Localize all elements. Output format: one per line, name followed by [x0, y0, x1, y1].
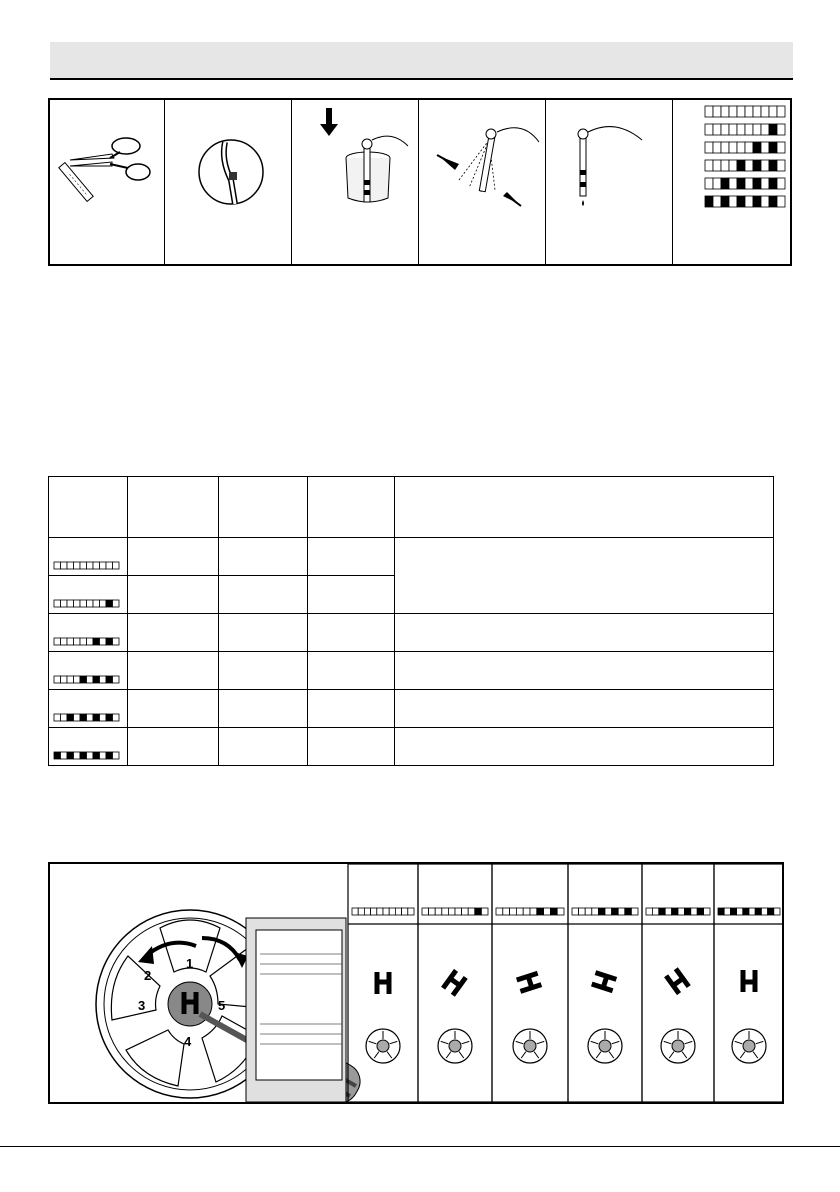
strip-segment [557, 908, 564, 915]
strip-segment [753, 178, 761, 189]
strip-segment [383, 908, 389, 915]
strip-segment [61, 638, 68, 645]
strip-segment [646, 908, 652, 915]
strip-segment [74, 562, 81, 569]
dial-number: 1 [186, 956, 194, 971]
strip-segment [672, 908, 678, 915]
step-compare-scale [673, 100, 790, 264]
strip-segment [80, 714, 87, 721]
strip-segment [761, 160, 769, 171]
strip-segment [761, 908, 767, 915]
strip-segment [54, 676, 61, 683]
level-column-3 [568, 864, 642, 1102]
strip-segment [106, 714, 113, 721]
mini-dial-hub [449, 1040, 461, 1052]
strip-segment [61, 714, 68, 721]
strip-segment [352, 908, 358, 915]
strip-segment [665, 908, 671, 915]
strip-segment [721, 106, 729, 117]
strip-segment [618, 908, 625, 915]
strip-segment [74, 714, 81, 721]
strip-segment [737, 178, 745, 189]
mini-dial-hub [377, 1040, 389, 1052]
strip-segment [713, 160, 721, 171]
strip-segment [729, 160, 737, 171]
step-wait-strip [546, 100, 673, 264]
strip-segment [61, 752, 68, 759]
table-cell [128, 728, 219, 766]
wait-strip-icon [546, 100, 672, 266]
table-row [49, 690, 774, 728]
level-strip [422, 908, 488, 915]
strip-segment [67, 676, 74, 683]
strip-segment [422, 908, 429, 915]
strip-segment [769, 124, 777, 135]
strip-segment [74, 752, 81, 759]
strip-segment [80, 638, 87, 645]
strip-segment [358, 908, 364, 915]
strip-segment [395, 908, 401, 915]
strip-segment [550, 908, 557, 915]
strip-segment [705, 124, 713, 135]
strip-segment [705, 178, 713, 189]
mini-dial-hub [672, 1040, 684, 1052]
table-cell [308, 576, 395, 614]
table-row [49, 652, 774, 690]
strip-segment [93, 676, 100, 683]
strip-level-5 [53, 751, 123, 761]
strip-segment [737, 160, 745, 171]
strip-cell [49, 538, 128, 576]
strip-segment [448, 908, 455, 915]
hardness-table [48, 476, 774, 766]
strip-segment [113, 600, 120, 607]
mini-dial-hub [524, 1040, 536, 1052]
strip-segment [724, 908, 730, 915]
table-cell [219, 576, 308, 614]
strip-segment [713, 178, 721, 189]
table-cell [308, 614, 395, 652]
strip-segment [777, 106, 785, 117]
strip-segment [100, 638, 107, 645]
strip-segment [364, 908, 370, 915]
strip-segment [54, 638, 61, 645]
table-cell [395, 538, 774, 614]
strip-segment [598, 908, 605, 915]
strip-segment [721, 178, 729, 189]
strip-level-4 [53, 713, 123, 723]
strip-segment [54, 562, 61, 569]
strip-segment [530, 908, 537, 915]
strip-segment [745, 124, 753, 135]
strip-segment [468, 908, 475, 915]
dial-number: 4 [184, 1034, 192, 1049]
strip-segment [705, 160, 713, 171]
scissors-icon [50, 100, 164, 266]
strip-level-0 [53, 561, 123, 571]
strip-segment [61, 562, 68, 569]
table-cell [308, 690, 395, 728]
strip-segment [652, 908, 658, 915]
strip-segment [697, 908, 703, 915]
step-dip-strip [292, 100, 419, 264]
knob-position-icon [443, 970, 466, 995]
mini-dial-hub [743, 1040, 755, 1052]
adjustment-illustration [50, 864, 782, 1102]
footer-rule [0, 1146, 840, 1147]
strip-segment [678, 908, 684, 915]
strip-segment [87, 676, 94, 683]
strip-segment [769, 160, 777, 171]
strip-segment [705, 142, 713, 153]
dial-number: 5 [218, 998, 226, 1013]
strip-cell [49, 576, 128, 614]
strip-segment [769, 142, 777, 153]
dishwasher-illustration [246, 918, 346, 1102]
strip-segment [705, 106, 713, 117]
step-run-tap [165, 100, 292, 264]
strip-segment [67, 714, 74, 721]
table-cell [128, 652, 219, 690]
strip-segment [537, 908, 544, 915]
strip-segment [684, 908, 690, 915]
table-cell [219, 690, 308, 728]
strip-segment [503, 908, 510, 915]
strip-segment [721, 196, 729, 207]
strip-segment [737, 124, 745, 135]
strip-segment [721, 124, 729, 135]
strip-segment [753, 124, 761, 135]
strip-segment [61, 676, 68, 683]
strip-segment [523, 908, 530, 915]
table-row [49, 728, 774, 766]
table-row [49, 614, 774, 652]
strip-segment [753, 142, 761, 153]
strip-cell [49, 728, 128, 766]
step-shake-strip [419, 100, 546, 264]
strip-segment [544, 908, 551, 915]
dip-strip-icon [292, 100, 418, 266]
strip-segment [769, 196, 777, 207]
table-row [49, 538, 774, 576]
strip-segment [729, 142, 737, 153]
strip-segment [745, 178, 753, 189]
level-strip [572, 908, 638, 915]
strip-segment [389, 908, 395, 915]
strip-segment [54, 600, 61, 607]
strip-segment [768, 908, 774, 915]
level-strip [496, 908, 564, 915]
strip-segment [371, 908, 377, 915]
level-column-1 [418, 864, 492, 1102]
strip-segment [481, 908, 488, 915]
strip-segment [579, 908, 586, 915]
strip-segment [713, 142, 721, 153]
strip-segment [713, 124, 721, 135]
strip-segment [737, 142, 745, 153]
strip-segment [87, 638, 94, 645]
strip-segment [106, 752, 113, 759]
strip-level-2 [53, 637, 123, 647]
color-scale-icon [673, 100, 797, 266]
strip-cell [49, 614, 128, 652]
strip-segment [729, 178, 737, 189]
strip-segment [761, 142, 769, 153]
strip-segment [755, 908, 761, 915]
strip-segment [745, 160, 753, 171]
strip-segment [455, 908, 462, 915]
strip-segment [435, 908, 442, 915]
strip-segment [585, 908, 592, 915]
strip-segment [745, 106, 753, 117]
strip-segment [777, 124, 785, 135]
table-header-cell [49, 477, 128, 538]
test-steps-panel [48, 98, 792, 266]
table-header-row [49, 477, 774, 538]
strip-segment [429, 908, 436, 915]
strip-segment [67, 600, 74, 607]
table-cell [308, 652, 395, 690]
strip-segment [113, 752, 120, 759]
strip-segment [106, 562, 113, 569]
table-cell [219, 728, 308, 766]
strip-segment [80, 562, 87, 569]
strip-segment [106, 638, 113, 645]
knob-position-icon [666, 969, 689, 994]
shake-strip-icon [419, 100, 545, 266]
strip-segment [93, 752, 100, 759]
table-cell [308, 728, 395, 766]
table-cell [395, 652, 774, 690]
strip-segment [631, 908, 638, 915]
strip-segment [106, 600, 113, 607]
strip-level-1 [53, 599, 123, 609]
strip-segment [67, 638, 74, 645]
strip-segment [753, 160, 761, 171]
strip-segment [713, 196, 721, 207]
strip-segment [625, 908, 632, 915]
strip-level-3 [53, 675, 123, 685]
strip-segment [713, 106, 721, 117]
section-header-bar [50, 42, 793, 80]
strip-segment [718, 908, 724, 915]
strip-cell [49, 690, 128, 728]
strip-segment [729, 196, 737, 207]
strip-segment [592, 908, 599, 915]
strip-segment [510, 908, 517, 915]
strip-segment [100, 562, 107, 569]
strip-segment [74, 676, 81, 683]
level-strip [646, 908, 710, 915]
strip-segment [100, 714, 107, 721]
strip-segment [93, 562, 100, 569]
tap-hose-icon [165, 100, 291, 266]
strip-segment [67, 752, 74, 759]
knob-position-icon [743, 970, 755, 992]
table-cell [219, 614, 308, 652]
strip-segment [743, 908, 749, 915]
strip-segment [721, 160, 729, 171]
strip-segment [761, 106, 769, 117]
strip-segment [729, 124, 737, 135]
strip-segment [80, 600, 87, 607]
strip-segment [769, 178, 777, 189]
strip-segment [774, 908, 780, 915]
strip-segment [100, 600, 107, 607]
knob-position-icon [592, 973, 617, 991]
strip-segment [87, 600, 94, 607]
strip-segment [737, 106, 745, 117]
table-header-cell [308, 477, 395, 538]
strip-segment [87, 714, 94, 721]
strip-segment [745, 196, 753, 207]
strip-segment [442, 908, 449, 915]
level-column-2 [492, 864, 568, 1102]
table-cell [128, 538, 219, 576]
strip-segment [74, 638, 81, 645]
strip-segment [777, 196, 785, 207]
table-cell [128, 614, 219, 652]
strip-segment [113, 638, 120, 645]
strip-segment [761, 196, 769, 207]
strip-segment [753, 196, 761, 207]
strip-segment [93, 638, 100, 645]
level-column-4 [642, 864, 714, 1102]
strip-segment [777, 142, 785, 153]
table-header-cell [395, 477, 774, 538]
level-strip [352, 908, 414, 915]
level-column-5 [714, 864, 782, 1102]
strip-segment [749, 908, 755, 915]
table-cell [219, 652, 308, 690]
strip-segment [777, 178, 785, 189]
softener-adjustment-panel [48, 862, 784, 1104]
strip-segment [93, 600, 100, 607]
strip-segment [113, 714, 120, 721]
strip-segment [408, 908, 414, 915]
strip-segment [67, 562, 74, 569]
strip-segment [761, 124, 769, 135]
strip-segment [462, 908, 469, 915]
strip-segment [721, 142, 729, 153]
strip-cell [49, 652, 128, 690]
table-cell [395, 614, 774, 652]
step-cut-strip [50, 100, 165, 264]
strip-segment [100, 676, 107, 683]
table-cell [395, 728, 774, 766]
strip-segment [745, 142, 753, 153]
strip-segment [113, 562, 120, 569]
knob-position-icon [377, 972, 389, 994]
strip-segment [54, 752, 61, 759]
strip-segment [113, 676, 120, 683]
strip-segment [87, 752, 94, 759]
strip-segment [572, 908, 579, 915]
strip-segment [496, 908, 503, 915]
table-cell [219, 538, 308, 576]
table-cell [395, 690, 774, 728]
strip-segment [80, 752, 87, 759]
strip-segment [705, 196, 713, 207]
strip-segment [612, 908, 619, 915]
strip-segment [737, 196, 745, 207]
strip-segment [74, 600, 81, 607]
knob-position-icon [517, 973, 542, 991]
strip-segment [475, 908, 482, 915]
mini-dial-hub [599, 1040, 611, 1052]
strip-segment [402, 908, 408, 915]
strip-segment [761, 178, 769, 189]
table-cell [128, 690, 219, 728]
strip-segment [106, 676, 113, 683]
table-header-cell [128, 477, 219, 538]
strip-segment [737, 908, 743, 915]
strip-segment [100, 752, 107, 759]
table-cell [128, 576, 219, 614]
level-strip [718, 908, 780, 915]
strip-segment [730, 908, 736, 915]
strip-segment [377, 908, 383, 915]
strip-segment [605, 908, 612, 915]
table-cell [308, 538, 395, 576]
strip-segment [54, 714, 61, 721]
strip-segment [769, 106, 777, 117]
strip-segment [753, 106, 761, 117]
strip-segment [704, 908, 710, 915]
table-header-cell [219, 477, 308, 538]
strip-segment [516, 908, 523, 915]
strip-segment [61, 600, 68, 607]
level-column-0 [348, 864, 418, 1102]
strip-segment [729, 106, 737, 117]
strip-segment [777, 160, 785, 171]
dial-number: 3 [138, 998, 146, 1013]
strip-segment [691, 908, 697, 915]
dial-number: 2 [144, 968, 152, 983]
strip-segment [659, 908, 665, 915]
strip-segment [80, 676, 87, 683]
strip-segment [87, 562, 94, 569]
strip-segment [93, 714, 100, 721]
